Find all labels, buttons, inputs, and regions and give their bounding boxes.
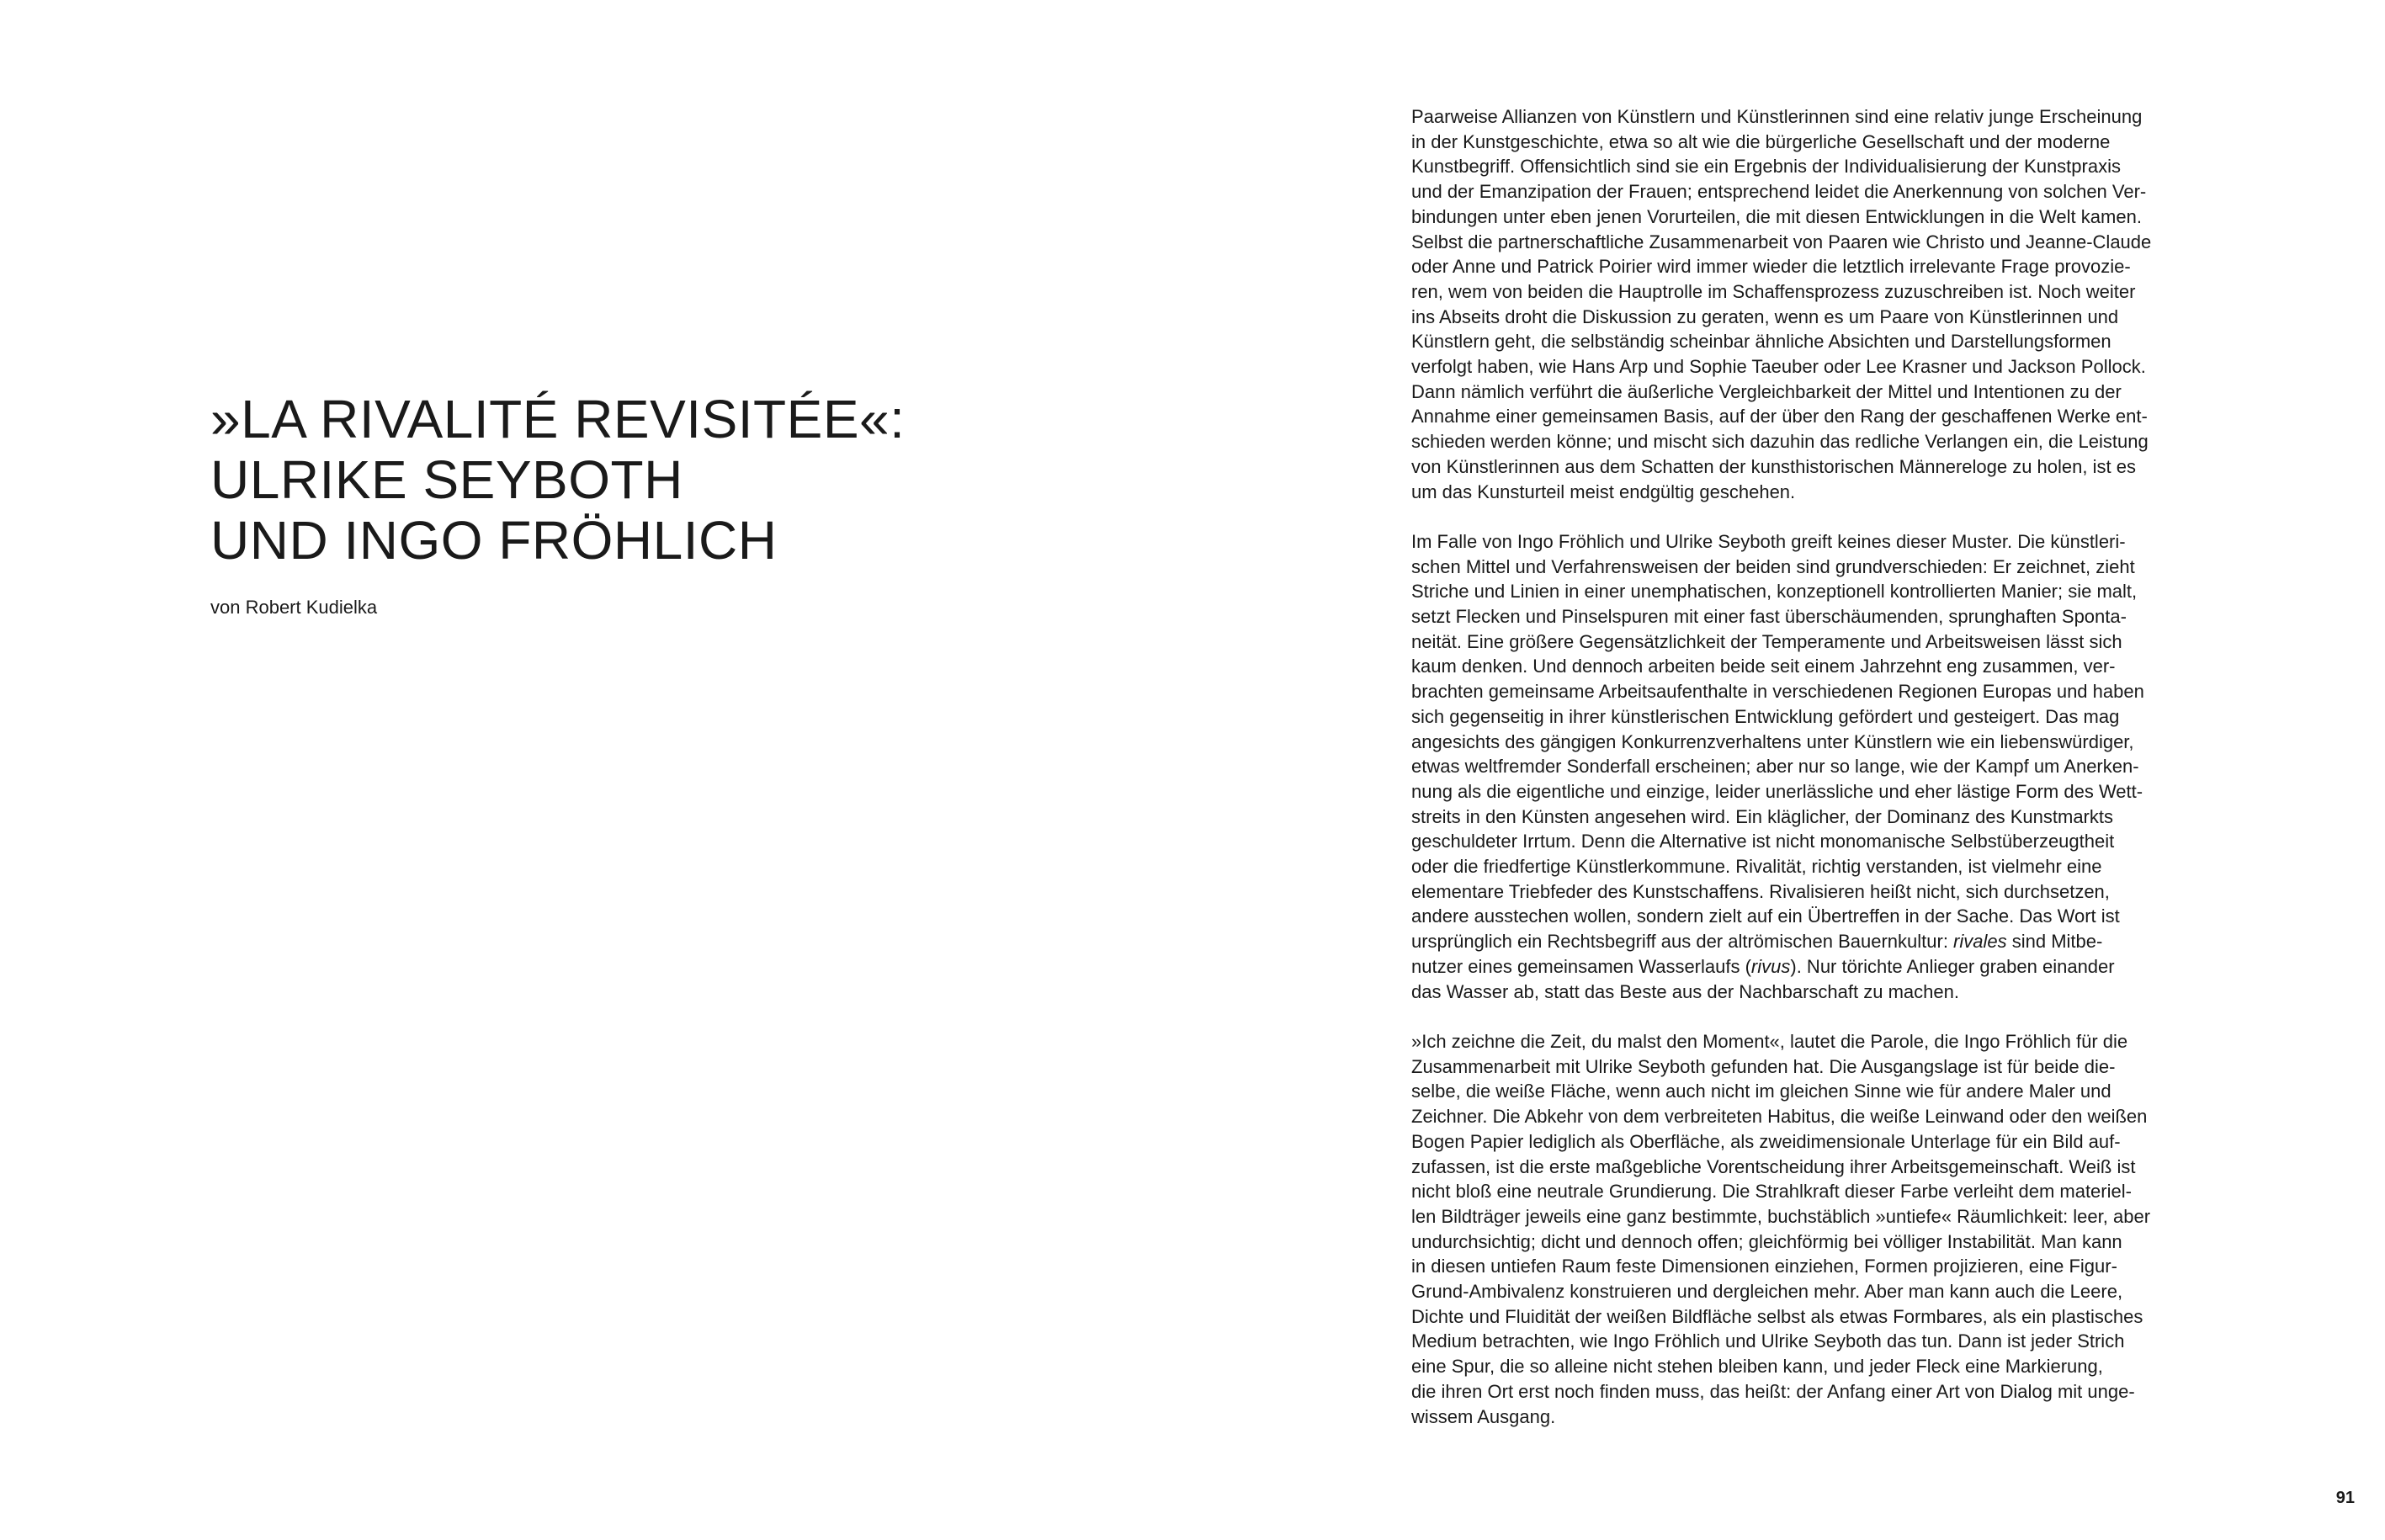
text-line: etwas weltfremder Sonderfall erscheinen; aber nur so lange, wie der Kampf um Anerken-	[1411, 756, 2139, 778]
text-line	[1411, 954, 2177, 980]
text-line: andere ausstechen wollen, sondern zielt auf ein Übertreffen in der Sache. Das Wort ist	[1411, 905, 2120, 927]
text-line: sich gegenseitig in ihrer künstlerischen Entwicklung gefördert und gesteigert. Das mag	[1411, 705, 2120, 727]
text-line: selbe, die weiße Fläche, wenn auch nicht im gleichen Sinne wie für andere Maler und	[1411, 1081, 2111, 1102]
text-line: streits in den Künsten angesehen wird. Ein kläglicher, der Dominanz des Kunstmarkts	[1411, 805, 2113, 827]
article-title	[210, 389, 1136, 571]
text-line: oder die friedfertige Künstlerkommune. Rivalität, richtig verstanden, ist vielmehr eine	[1411, 856, 2102, 878]
text-segment: nutzer eines gemeinsamen Wasserlaufs (	[1411, 955, 1751, 977]
text-line: schen Mittel und Verfahrensweisen der beiden sind grundverschieden: Er zeichnet, zieht	[1411, 555, 2135, 577]
title-line: »LA RIVALITÉ REVISITÉE«:	[210, 389, 906, 449]
text-line: und der Emanzipation der Frauen; entsprechend leidet die Anerkennung von solchen Ver-	[1411, 181, 2147, 203]
text-line: eine Spur, die so alleine nicht stehen bleiben kann, und jeder Fleck eine Markierung,	[1411, 1356, 2103, 1378]
text-line: ins Abseits droht die Diskussion zu geraten, wenn es um Paare von Künstlerinnen und	[1411, 305, 2119, 327]
text-line: Künstlern geht, die selbständig scheinbar ähnliche Absichten und Darstellungsformen	[1411, 331, 2111, 353]
text-line: Striche und Linien in einer unemphatischen, konzeptionell kontrollierten Manier; sie malt,	[1411, 581, 2138, 603]
page-number: 91	[2335, 1489, 2355, 1507]
italic-term-rivus: rivus	[1750, 955, 1791, 977]
text-line: kaum denken. Und dennoch arbeiten beide seit einem Jahrzehnt eng zusammen, ver-	[1411, 656, 2116, 677]
text-line: die ihren Ort erst noch finden muss, das heißt: der Anfang einer Art von Dialog mit unge-	[1411, 1380, 2135, 1402]
text-line: das Wasser ab, statt das Beste aus der Nachbarschaft zu machen.	[1411, 980, 1959, 1002]
text-line: neität. Eine größere Gegensätzlichkeit der Temperamente und Arbeitsweisen lässt sich	[1411, 630, 2122, 652]
text-segment: ursprünglich ein Rechtsbegriff aus der altrömischen Bauernkultur:	[1411, 931, 1954, 953]
text-line: oder Anne und Patrick Poirier wird immer wieder die letztlich irrelevante Frage provozie-	[1411, 256, 2131, 278]
text-line: Im Falle von Ingo Fröhlich und Ulrike Seyboth greift keines dieser Muster. Die künstleri-	[1411, 530, 2126, 552]
text-line: Medium betrachten, wie Ingo Fröhlich und Ulrike Seyboth das tun. Dann ist jeder Strich	[1411, 1330, 2125, 1352]
italic-term-rivales: rivales	[1953, 931, 2007, 953]
text-line: Kunstbegriff. Offensichtlich sind sie ein Ergebnis der Individualisierung der Kunstpraxis	[1411, 156, 2121, 178]
text-line: geschuldeter Irrtum. Denn die Alternative ist nicht monomanische Selbstüberzeugtheit	[1411, 831, 2115, 852]
text-line: in der Kunstgeschichte, etwa so alt wie die bürgerliche Gesellschaft und der moderne	[1411, 130, 2111, 152]
text-line: nung als die eigentliche und einzige, leider unerlässliche und eher lästige Form des Wett-	[1411, 780, 2143, 802]
text-line: Grund-Ambivalenz konstruieren und dergleichen mehr. Aber man kann auch die Leere,	[1411, 1281, 2123, 1303]
text-line: Dichte und Fluidität der weißen Bildfläche selbst als etwas Formbares, als ein plastisches	[1411, 1305, 2143, 1327]
title-line: UND INGO FRÖHLICH	[210, 510, 778, 571]
text-line: in diesen untiefen Raum feste Dimensionen einziehen, Formen projizieren, eine Figur-	[1411, 1256, 2117, 1277]
text-line: Dann nämlich verführt die äußerliche Vergleichbarkeit der Mittel und Intentionen zu der	[1411, 380, 2122, 402]
text-line: zufassen, ist die erste maßgebliche Vorentscheidung ihrer Arbeitsgemeinschaft. Weiß ist	[1411, 1155, 2136, 1177]
title-block	[210, 389, 1136, 619]
text-line: von Künstlerinnen aus dem Schatten der kunsthistorischen Männereloge zu holen, ist es	[1411, 455, 2136, 477]
text-line: Paarweise Allianzen von Künstlern und Künstlerinnen sind eine relativ junge Erscheinung	[1411, 106, 2143, 127]
text-segment: sind Mitbe-	[2006, 931, 2103, 953]
text-line: Zeichner. Die Abkehr von dem verbreiteten Habitus, die weiße Leinwand oder den weißen	[1411, 1106, 2148, 1128]
paragraph-2	[1411, 529, 2177, 1004]
text-line: Annahme einer gemeinsamen Basis, auf der über den Rang der geschaffenen Werke ent-	[1411, 406, 2148, 427]
text-line: angesichts des gängigen Konkurrenzverhaltens unter Künstlern wie ein liebenswürdiger,	[1411, 730, 2134, 752]
paragraph-1	[1411, 104, 2177, 504]
text-line: schieden werden könne; und mischt sich dazuhin das redliche Verlangen ein, die Leistung	[1411, 431, 2149, 453]
paragraph-3	[1411, 1029, 2177, 1429]
text-line: ren, wem von beiden die Hauptrolle im Schaffensprozess zuzuschreiben ist. Noch weiter	[1411, 280, 2136, 302]
text-line: Selbst die partnerschaftliche Zusammenarbeit von Paaren wie Christo und Jeanne-Claude	[1411, 231, 2152, 252]
title-line: ULRIKE SEYBOTH	[210, 449, 683, 510]
text-line: brachten gemeinsame Arbeitsaufenthalte in verschiedenen Regionen Europas und haben	[1411, 681, 2144, 703]
text-line: bindungen unter eben jenen Vorurteilen, die mit diesen Entwicklungen in die Welt kamen.	[1411, 205, 2142, 227]
text-line: undurchsichtig; dicht und dennoch offen; gleichförmig bei völliger Instabilität. Man kann	[1411, 1230, 2122, 1252]
text-line: um das Kunsturteil meist endgültig geschehen.	[1411, 481, 1796, 502]
text-line: »Ich zeichne die Zeit, du malst den Moment«, lautet die Parole, die Ingo Fröhlich für die	[1411, 1030, 2128, 1052]
author-byline: von Robert Kudielka	[210, 597, 378, 618]
text-line: setzt Flecken und Pinselspuren mit einer fast überschäumenden, sprunghaften Sponta-	[1411, 606, 2127, 628]
text-line: len Bildträger jeweils eine ganz bestimmte, buchstäblich »untiefe« Räumlichkeit: leer, aber	[1411, 1205, 2151, 1227]
text-line: Zusammenarbeit mit Ulrike Seyboth gefunden hat. Die Ausgangslage ist für beide die-	[1411, 1055, 2116, 1077]
text-line: verfolgt haben, wie Hans Arp und Sophie Taeuber oder Lee Krasner und Jackson Pollock.	[1411, 356, 2146, 378]
text-line: Bogen Papier lediglich als Oberfläche, als zweidimensionale Unterlage für ein Bild auf-	[1411, 1130, 2121, 1152]
text-line: wissem Ausgang.	[1411, 1405, 1556, 1427]
text-line	[1411, 929, 2177, 954]
text-line: nicht bloß eine neutrale Grundierung. Die Strahlkraft dieser Farbe verleiht dem materiel-	[1411, 1181, 2132, 1203]
text-segment: ). Nur törichte Anlieger graben einander	[1790, 955, 2115, 977]
text-line: elementare Triebfeder des Kunstschaffens. Rivalisieren heißt nicht, sich durchsetzen,	[1411, 880, 2110, 902]
body-text	[1411, 104, 2177, 1454]
